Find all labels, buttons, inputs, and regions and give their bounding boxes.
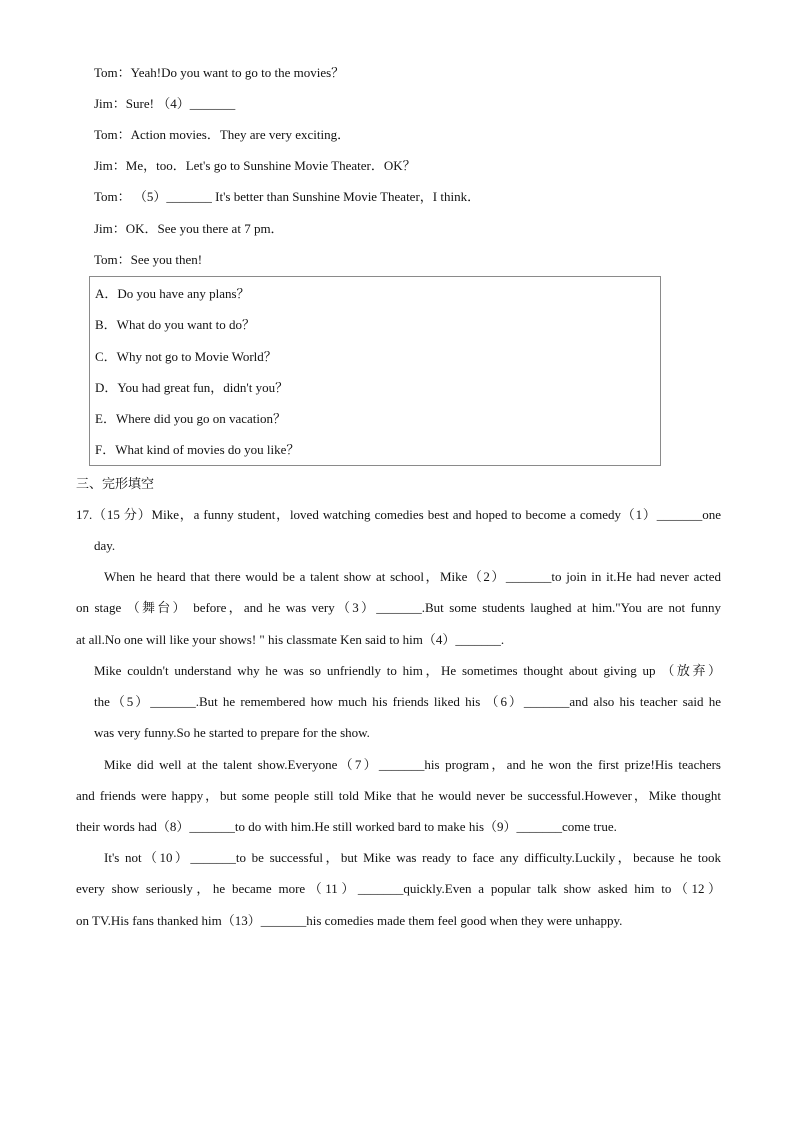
option-c: C．Why not go to Movie World？ bbox=[95, 349, 277, 364]
dialogue-line: Tom：See you then! bbox=[94, 252, 203, 267]
passage-line: It's not（10）_______to be successful，but Mike was ready to face any difficulty.Luckily，because he took bbox=[104, 850, 721, 865]
passage-line: Mike did well at the talent show.Everyone（7）_______his program，and he won the first prize!His teachers bbox=[104, 757, 721, 772]
passage-line: at all.No one will like your shows! " his classmate Ken said to him（4）_______. bbox=[76, 632, 505, 647]
dialogue-line: Tom： （5）_______ It's better than Sunshine Movie Theater，I think． bbox=[94, 189, 481, 204]
option-e: E．Where did you go on vacation？ bbox=[95, 411, 286, 426]
dialogue-line: Jim：Sure! （4）_______ bbox=[94, 96, 236, 111]
passage-line: 17.（15 分）Mike，a funny student，loved watching comedies best and hoped to become a comedy（1）_______one bbox=[76, 507, 721, 522]
passage-line: every show seriously，he became more（11）_______quickly.Even a popular talk show asked him to（12） bbox=[76, 881, 721, 896]
passage-line: When he heard that there would be a talent show at school，Mike（2）_______to join in it.He had never acted bbox=[104, 569, 721, 584]
passage-line: was very funny.So he started to prepare for the show. bbox=[94, 725, 370, 740]
passage-line: on stage （舞台） before，and he was very（3）_______.But some students laughed at him."You are not funny bbox=[76, 600, 721, 615]
passage-line: the（5）_______.But he remembered how much his friends liked his （6）_______and also his teacher said he bbox=[94, 694, 721, 709]
passage-line: their words had（8）_______to do with him.He still worked bard to make his（9）_______come true. bbox=[76, 819, 617, 834]
passage-line: and friends were happy，but some people still told Mike that he would never be successful.However，Mike thought bbox=[76, 788, 721, 803]
dialogue-line: Jim：OK．See you there at 7 pm． bbox=[94, 221, 284, 236]
passage-line: on TV.His fans thanked him（13）_______his comedies made them feel good when they were unhappy. bbox=[76, 913, 623, 928]
option-f: F．What kind of movies do you like？ bbox=[95, 442, 300, 457]
section-heading: 三、完形填空 bbox=[76, 476, 155, 491]
dialogue-line: Tom：Action movies．They are very exciting． bbox=[94, 127, 351, 142]
passage-line: day. bbox=[94, 538, 116, 553]
option-d: D．You had great fun，didn't you？ bbox=[95, 380, 289, 395]
dialogue-line: Jim：Me，too．Let's go to Sunshine Movie Theater．OK？ bbox=[94, 158, 416, 173]
option-a: A．Do you have any plans？ bbox=[95, 286, 250, 301]
options-box bbox=[89, 276, 661, 466]
passage-line: Mike couldn't understand why he was so unfriendly to him，He sometimes thought about giving up （放弃） bbox=[94, 663, 721, 678]
option-b: B．What do you want to do？ bbox=[95, 317, 255, 332]
dialogue-line: Tom：Yeah!Do you want to go to the movies？ bbox=[94, 65, 345, 80]
